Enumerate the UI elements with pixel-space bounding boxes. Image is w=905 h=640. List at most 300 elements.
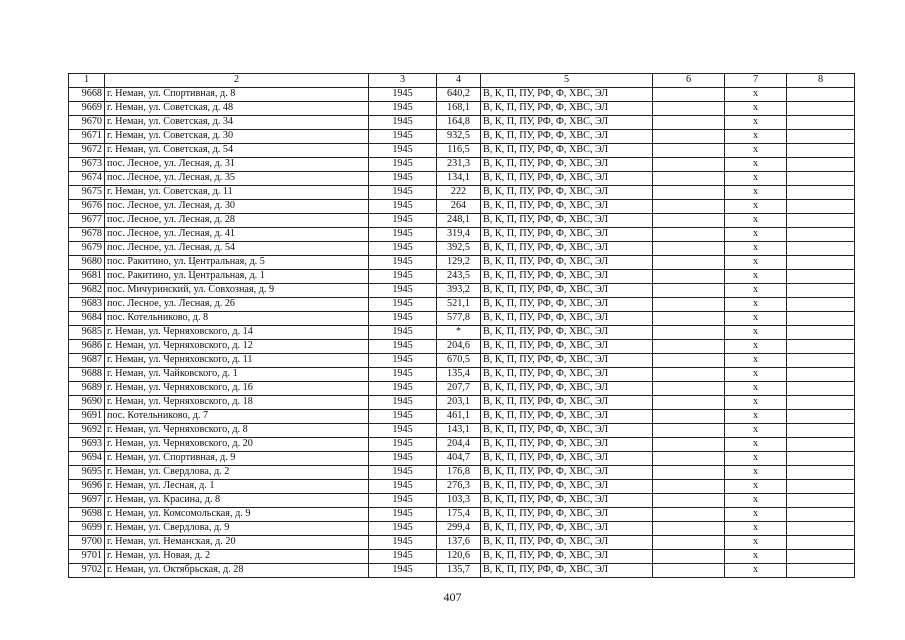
cell-year: 1945 bbox=[369, 550, 437, 564]
cell-column-6 bbox=[653, 354, 725, 368]
cell-column-7: х bbox=[725, 242, 787, 256]
cell-facilities: В, К, П, ПУ, РФ, Ф, ХВС, ЭЛ bbox=[481, 452, 653, 466]
cell-column-8 bbox=[787, 270, 855, 284]
cell-column-8 bbox=[787, 522, 855, 536]
cell-facilities: В, К, П, ПУ, РФ, Ф, ХВС, ЭЛ bbox=[481, 116, 653, 130]
table-row bbox=[69, 550, 855, 564]
cell-year: 1945 bbox=[369, 424, 437, 438]
cell-row-number: 9678 bbox=[69, 228, 105, 242]
cell-row-number: 9673 bbox=[69, 158, 105, 172]
cell-address: г. Неман, ул. Октябрьская, д. 28 bbox=[105, 564, 369, 578]
cell-column-8 bbox=[787, 144, 855, 158]
cell-column-8 bbox=[787, 410, 855, 424]
table-row bbox=[69, 130, 855, 144]
cell-column-7: х bbox=[725, 396, 787, 410]
cell-column-8 bbox=[787, 186, 855, 200]
cell-year: 1945 bbox=[369, 186, 437, 200]
cell-year: 1945 bbox=[369, 564, 437, 578]
table-row bbox=[69, 256, 855, 270]
cell-column-7: х bbox=[725, 284, 787, 298]
cell-address: г. Неман, ул. Советская, д. 11 bbox=[105, 186, 369, 200]
cell-column-6 bbox=[653, 144, 725, 158]
cell-facilities: В, К, П, ПУ, РФ, Ф, ХВС, ЭЛ bbox=[481, 186, 653, 200]
table-row bbox=[69, 172, 855, 186]
cell-area: 299,4 bbox=[437, 522, 481, 536]
cell-address: г. Неман, ул. Комсомольская, д. 9 bbox=[105, 508, 369, 522]
cell-facilities: В, К, П, ПУ, РФ, Ф, ХВС, ЭЛ bbox=[481, 284, 653, 298]
cell-address: пос. Ракитино, ул. Центральная, д. 5 bbox=[105, 256, 369, 270]
cell-year: 1945 bbox=[369, 368, 437, 382]
cell-column-6 bbox=[653, 158, 725, 172]
cell-column-7: х bbox=[725, 368, 787, 382]
cell-row-number: 9695 bbox=[69, 466, 105, 480]
table-row bbox=[69, 564, 855, 578]
column-header-7: 7 bbox=[725, 74, 787, 88]
cell-facilities: В, К, П, ПУ, РФ, Ф, ХВС, ЭЛ bbox=[481, 522, 653, 536]
cell-column-7: х bbox=[725, 270, 787, 284]
table-body bbox=[69, 88, 855, 578]
cell-facilities: В, К, П, ПУ, РФ, Ф, ХВС, ЭЛ bbox=[481, 424, 653, 438]
table-row bbox=[69, 312, 855, 326]
cell-column-6 bbox=[653, 480, 725, 494]
cell-facilities: В, К, П, ПУ, РФ, Ф, ХВС, ЭЛ bbox=[481, 396, 653, 410]
cell-column-7: х bbox=[725, 172, 787, 186]
cell-address: г. Неман, ул. Советская, д. 30 bbox=[105, 130, 369, 144]
cell-row-number: 9677 bbox=[69, 214, 105, 228]
cell-facilities: В, К, П, ПУ, РФ, Ф, ХВС, ЭЛ bbox=[481, 270, 653, 284]
cell-column-8 bbox=[787, 130, 855, 144]
cell-column-8 bbox=[787, 466, 855, 480]
cell-row-number: 9672 bbox=[69, 144, 105, 158]
cell-column-8 bbox=[787, 326, 855, 340]
cell-column-6 bbox=[653, 438, 725, 452]
table-row bbox=[69, 228, 855, 242]
cell-area: 243,5 bbox=[437, 270, 481, 284]
cell-column-8 bbox=[787, 200, 855, 214]
cell-row-number: 9686 bbox=[69, 340, 105, 354]
cell-column-7: х bbox=[725, 480, 787, 494]
table-row bbox=[69, 200, 855, 214]
cell-address: пос. Мичуринский, ул. Совхозная, д. 9 bbox=[105, 284, 369, 298]
cell-year: 1945 bbox=[369, 466, 437, 480]
cell-row-number: 9682 bbox=[69, 284, 105, 298]
table-row bbox=[69, 354, 855, 368]
cell-facilities: В, К, П, ПУ, РФ, Ф, ХВС, ЭЛ bbox=[481, 494, 653, 508]
cell-column-8 bbox=[787, 158, 855, 172]
table-row bbox=[69, 508, 855, 522]
cell-row-number: 9681 bbox=[69, 270, 105, 284]
cell-row-number: 9688 bbox=[69, 368, 105, 382]
cell-row-number: 9668 bbox=[69, 88, 105, 102]
cell-column-8 bbox=[787, 102, 855, 116]
table-row bbox=[69, 340, 855, 354]
cell-address: г. Неман, ул. Советская, д. 48 bbox=[105, 102, 369, 116]
cell-column-6 bbox=[653, 466, 725, 480]
cell-row-number: 9680 bbox=[69, 256, 105, 270]
table-row bbox=[69, 186, 855, 200]
cell-column-6 bbox=[653, 298, 725, 312]
table-row bbox=[69, 102, 855, 116]
cell-column-8 bbox=[787, 564, 855, 578]
table-row bbox=[69, 494, 855, 508]
cell-column-7: х bbox=[725, 438, 787, 452]
column-header-1: 1 bbox=[69, 74, 105, 88]
table-row bbox=[69, 396, 855, 410]
cell-column-8 bbox=[787, 424, 855, 438]
table-row bbox=[69, 368, 855, 382]
cell-address: г. Неман, ул. Черняховского, д. 8 bbox=[105, 424, 369, 438]
cell-area: 103,3 bbox=[437, 494, 481, 508]
cell-area: 203,1 bbox=[437, 396, 481, 410]
cell-column-8 bbox=[787, 354, 855, 368]
cell-area: 135,4 bbox=[437, 368, 481, 382]
cell-column-7: х bbox=[725, 410, 787, 424]
cell-column-6 bbox=[653, 200, 725, 214]
cell-column-7: х bbox=[725, 564, 787, 578]
table-row bbox=[69, 88, 855, 102]
cell-area: 120,6 bbox=[437, 550, 481, 564]
page-number: 407 bbox=[443, 590, 462, 604]
cell-column-7: х bbox=[725, 466, 787, 480]
cell-column-8 bbox=[787, 480, 855, 494]
cell-column-7: х bbox=[725, 424, 787, 438]
cell-facilities: В, К, П, ПУ, РФ, Ф, ХВС, ЭЛ bbox=[481, 88, 653, 102]
cell-address: г. Неман, ул. Лесная, д. 1 bbox=[105, 480, 369, 494]
cell-column-6 bbox=[653, 242, 725, 256]
cell-column-7: х bbox=[725, 340, 787, 354]
cell-address: пос. Лесное, ул. Лесная, д. 41 bbox=[105, 228, 369, 242]
cell-column-6 bbox=[653, 284, 725, 298]
cell-facilities: В, К, П, ПУ, РФ, Ф, ХВС, ЭЛ bbox=[481, 256, 653, 270]
cell-column-7: х bbox=[725, 326, 787, 340]
cell-column-6 bbox=[653, 382, 725, 396]
cell-address: пос. Лесное, ул. Лесная, д. 26 bbox=[105, 298, 369, 312]
cell-row-number: 9700 bbox=[69, 536, 105, 550]
cell-area: 137,6 bbox=[437, 536, 481, 550]
cell-row-number: 9671 bbox=[69, 130, 105, 144]
cell-year: 1945 bbox=[369, 102, 437, 116]
cell-row-number: 9697 bbox=[69, 494, 105, 508]
cell-area: 143,1 bbox=[437, 424, 481, 438]
cell-column-8 bbox=[787, 536, 855, 550]
cell-column-7: х bbox=[725, 522, 787, 536]
column-header-8: 8 bbox=[787, 74, 855, 88]
cell-row-number: 9683 bbox=[69, 298, 105, 312]
cell-address: пос. Лесное, ул. Лесная, д. 30 bbox=[105, 200, 369, 214]
cell-column-7: х bbox=[725, 214, 787, 228]
cell-column-6 bbox=[653, 186, 725, 200]
cell-area: 134,1 bbox=[437, 172, 481, 186]
table-row bbox=[69, 326, 855, 340]
cell-row-number: 9699 bbox=[69, 522, 105, 536]
cell-column-6 bbox=[653, 270, 725, 284]
table-row bbox=[69, 382, 855, 396]
cell-address: г. Неман, ул. Советская, д. 34 bbox=[105, 116, 369, 130]
cell-year: 1945 bbox=[369, 130, 437, 144]
cell-area: 231,3 bbox=[437, 158, 481, 172]
cell-area: 204,4 bbox=[437, 438, 481, 452]
cell-column-8 bbox=[787, 396, 855, 410]
cell-year: 1945 bbox=[369, 270, 437, 284]
cell-column-6 bbox=[653, 214, 725, 228]
cell-area: 264 bbox=[437, 200, 481, 214]
cell-row-number: 9698 bbox=[69, 508, 105, 522]
cell-area: 176,8 bbox=[437, 466, 481, 480]
cell-column-7: х bbox=[725, 494, 787, 508]
cell-address: г. Неман, ул. Чайковского, д. 1 bbox=[105, 368, 369, 382]
cell-year: 1945 bbox=[369, 242, 437, 256]
table-row bbox=[69, 298, 855, 312]
cell-facilities: В, К, П, ПУ, РФ, Ф, ХВС, ЭЛ bbox=[481, 242, 653, 256]
cell-area: 319,4 bbox=[437, 228, 481, 242]
cell-column-8 bbox=[787, 116, 855, 130]
cell-column-8 bbox=[787, 438, 855, 452]
cell-area: 135,7 bbox=[437, 564, 481, 578]
cell-area: 276,3 bbox=[437, 480, 481, 494]
cell-address: пос. Ракитино, ул. Центральная, д. 1 bbox=[105, 270, 369, 284]
cell-area: 204,6 bbox=[437, 340, 481, 354]
cell-area: 404,7 bbox=[437, 452, 481, 466]
cell-address: пос. Лесное, ул. Лесная, д. 28 bbox=[105, 214, 369, 228]
cell-column-8 bbox=[787, 452, 855, 466]
cell-year: 1945 bbox=[369, 158, 437, 172]
cell-column-8 bbox=[787, 88, 855, 102]
cell-column-7: х bbox=[725, 354, 787, 368]
cell-row-number: 9674 bbox=[69, 172, 105, 186]
cell-address: пос. Лесное, ул. Лесная, д. 35 bbox=[105, 172, 369, 186]
cell-column-7: х bbox=[725, 228, 787, 242]
cell-address: г. Неман, ул. Красина, д. 8 bbox=[105, 494, 369, 508]
table-row bbox=[69, 158, 855, 172]
cell-area: 175,4 bbox=[437, 508, 481, 522]
cell-column-6 bbox=[653, 522, 725, 536]
cell-column-8 bbox=[787, 494, 855, 508]
cell-column-7: х bbox=[725, 158, 787, 172]
cell-column-6 bbox=[653, 410, 725, 424]
cell-facilities: В, К, П, ПУ, РФ, Ф, ХВС, ЭЛ bbox=[481, 368, 653, 382]
cell-year: 1945 bbox=[369, 256, 437, 270]
cell-facilities: В, К, П, ПУ, РФ, Ф, ХВС, ЭЛ bbox=[481, 158, 653, 172]
cell-address: г. Неман, ул. Спортивная, д. 9 bbox=[105, 452, 369, 466]
cell-column-8 bbox=[787, 382, 855, 396]
cell-column-7: х bbox=[725, 312, 787, 326]
cell-column-8 bbox=[787, 214, 855, 228]
cell-area: * bbox=[437, 326, 481, 340]
cell-row-number: 9676 bbox=[69, 200, 105, 214]
cell-row-number: 9685 bbox=[69, 326, 105, 340]
cell-column-6 bbox=[653, 256, 725, 270]
column-header-5: 5 bbox=[481, 74, 653, 88]
table-row bbox=[69, 284, 855, 298]
cell-area: 222 bbox=[437, 186, 481, 200]
cell-area: 461,1 bbox=[437, 410, 481, 424]
cell-row-number: 9679 bbox=[69, 242, 105, 256]
cell-facilities: В, К, П, ПУ, РФ, Ф, ХВС, ЭЛ bbox=[481, 172, 653, 186]
column-header-3: 3 bbox=[369, 74, 437, 88]
cell-year: 1945 bbox=[369, 438, 437, 452]
cell-facilities: В, К, П, ПУ, РФ, Ф, ХВС, ЭЛ bbox=[481, 480, 653, 494]
cell-area: 392,5 bbox=[437, 242, 481, 256]
cell-facilities: В, К, П, ПУ, РФ, Ф, ХВС, ЭЛ bbox=[481, 326, 653, 340]
cell-column-6 bbox=[653, 102, 725, 116]
cell-area: 207,7 bbox=[437, 382, 481, 396]
cell-area: 640,2 bbox=[437, 88, 481, 102]
cell-address: г. Неман, ул. Черняховского, д. 18 bbox=[105, 396, 369, 410]
cell-year: 1945 bbox=[369, 494, 437, 508]
table-row bbox=[69, 452, 855, 466]
cell-column-7: х bbox=[725, 298, 787, 312]
cell-address: пос. Лесное, ул. Лесная, д. 31 bbox=[105, 158, 369, 172]
cell-column-6 bbox=[653, 340, 725, 354]
cell-year: 1945 bbox=[369, 452, 437, 466]
cell-year: 1945 bbox=[369, 214, 437, 228]
cell-facilities: В, К, П, ПУ, РФ, Ф, ХВС, ЭЛ bbox=[481, 228, 653, 242]
cell-address: пос. Котельниково, д. 7 bbox=[105, 410, 369, 424]
cell-row-number: 9690 bbox=[69, 396, 105, 410]
cell-column-7: х bbox=[725, 200, 787, 214]
cell-row-number: 9701 bbox=[69, 550, 105, 564]
cell-column-7: х bbox=[725, 382, 787, 396]
cell-facilities: В, К, П, ПУ, РФ, Ф, ХВС, ЭЛ bbox=[481, 312, 653, 326]
cell-area: 393,2 bbox=[437, 284, 481, 298]
cell-area: 129,2 bbox=[437, 256, 481, 270]
header-row bbox=[69, 74, 855, 88]
cell-address: г. Неман, ул. Советская, д. 54 bbox=[105, 144, 369, 158]
cell-column-8 bbox=[787, 368, 855, 382]
cell-facilities: В, К, П, ПУ, РФ, Ф, ХВС, ЭЛ bbox=[481, 144, 653, 158]
table-row bbox=[69, 116, 855, 130]
table-row bbox=[69, 242, 855, 256]
cell-area: 670,5 bbox=[437, 354, 481, 368]
cell-row-number: 9669 bbox=[69, 102, 105, 116]
table-row bbox=[69, 536, 855, 550]
cell-row-number: 9689 bbox=[69, 382, 105, 396]
cell-column-6 bbox=[653, 424, 725, 438]
cell-row-number: 9696 bbox=[69, 480, 105, 494]
cell-facilities: В, К, П, ПУ, РФ, Ф, ХВС, ЭЛ bbox=[481, 102, 653, 116]
table-row bbox=[69, 270, 855, 284]
cell-area: 932,5 bbox=[437, 130, 481, 144]
cell-column-7: х bbox=[725, 508, 787, 522]
cell-year: 1945 bbox=[369, 172, 437, 186]
cell-facilities: В, К, П, ПУ, РФ, Ф, ХВС, ЭЛ bbox=[481, 466, 653, 480]
cell-column-6 bbox=[653, 116, 725, 130]
cell-facilities: В, К, П, ПУ, РФ, Ф, ХВС, ЭЛ bbox=[481, 340, 653, 354]
table-row bbox=[69, 424, 855, 438]
cell-column-6 bbox=[653, 312, 725, 326]
cell-column-7: х bbox=[725, 116, 787, 130]
cell-year: 1945 bbox=[369, 340, 437, 354]
cell-facilities: В, К, П, ПУ, РФ, Ф, ХВС, ЭЛ bbox=[481, 564, 653, 578]
table-row bbox=[69, 438, 855, 452]
cell-area: 168,1 bbox=[437, 102, 481, 116]
cell-year: 1945 bbox=[369, 396, 437, 410]
cell-year: 1945 bbox=[369, 116, 437, 130]
cell-area: 248,1 bbox=[437, 214, 481, 228]
cell-row-number: 9692 bbox=[69, 424, 105, 438]
cell-facilities: В, К, П, ПУ, РФ, Ф, ХВС, ЭЛ bbox=[481, 354, 653, 368]
cell-row-number: 9687 bbox=[69, 354, 105, 368]
cell-row-number: 9675 bbox=[69, 186, 105, 200]
cell-column-6 bbox=[653, 368, 725, 382]
cell-year: 1945 bbox=[369, 88, 437, 102]
cell-row-number: 9670 bbox=[69, 116, 105, 130]
cell-address: г. Неман, ул. Спортивная, д. 8 bbox=[105, 88, 369, 102]
cell-year: 1945 bbox=[369, 508, 437, 522]
cell-year: 1945 bbox=[369, 298, 437, 312]
cell-year: 1945 bbox=[369, 522, 437, 536]
cell-row-number: 9684 bbox=[69, 312, 105, 326]
cell-year: 1945 bbox=[369, 312, 437, 326]
cell-year: 1945 bbox=[369, 480, 437, 494]
cell-address: г. Неман, ул. Черняховского, д. 20 bbox=[105, 438, 369, 452]
cell-facilities: В, К, П, ПУ, РФ, Ф, ХВС, ЭЛ bbox=[481, 536, 653, 550]
cell-year: 1945 bbox=[369, 144, 437, 158]
cell-column-6 bbox=[653, 172, 725, 186]
cell-column-8 bbox=[787, 508, 855, 522]
column-header-2: 2 bbox=[105, 74, 369, 88]
cell-column-6 bbox=[653, 550, 725, 564]
cell-column-6 bbox=[653, 494, 725, 508]
table-row bbox=[69, 480, 855, 494]
cell-year: 1945 bbox=[369, 536, 437, 550]
cell-facilities: В, К, П, ПУ, РФ, Ф, ХВС, ЭЛ bbox=[481, 130, 653, 144]
cell-address: г. Неман, ул. Черняховского, д. 14 bbox=[105, 326, 369, 340]
cell-column-8 bbox=[787, 284, 855, 298]
column-header-4: 4 bbox=[437, 74, 481, 88]
cell-address: г. Неман, ул. Черняховского, д. 11 bbox=[105, 354, 369, 368]
cell-area: 116,5 bbox=[437, 144, 481, 158]
cell-column-8 bbox=[787, 228, 855, 242]
cell-column-7: х bbox=[725, 186, 787, 200]
cell-year: 1945 bbox=[369, 410, 437, 424]
cell-row-number: 9694 bbox=[69, 452, 105, 466]
cell-address: г. Неман, ул. Новая, д. 2 bbox=[105, 550, 369, 564]
cell-column-6 bbox=[653, 228, 725, 242]
table-row bbox=[69, 522, 855, 536]
cell-column-6 bbox=[653, 508, 725, 522]
cell-area: 164,8 bbox=[437, 116, 481, 130]
cell-row-number: 9691 bbox=[69, 410, 105, 424]
cell-column-6 bbox=[653, 564, 725, 578]
cell-column-8 bbox=[787, 550, 855, 564]
cell-facilities: В, К, П, ПУ, РФ, Ф, ХВС, ЭЛ bbox=[481, 410, 653, 424]
cell-column-6 bbox=[653, 130, 725, 144]
cell-column-7: х bbox=[725, 130, 787, 144]
cell-address: г. Неман, ул. Свердлова, д. 9 bbox=[105, 522, 369, 536]
cell-facilities: В, К, П, ПУ, РФ, Ф, ХВС, ЭЛ bbox=[481, 214, 653, 228]
cell-address: пос. Котельниково, д. 8 bbox=[105, 312, 369, 326]
table-row bbox=[69, 144, 855, 158]
table-row bbox=[69, 466, 855, 480]
column-header-6: 6 bbox=[653, 74, 725, 88]
cell-column-6 bbox=[653, 536, 725, 550]
cell-facilities: В, К, П, ПУ, РФ, Ф, ХВС, ЭЛ bbox=[481, 200, 653, 214]
cell-column-6 bbox=[653, 326, 725, 340]
cell-column-7: х bbox=[725, 102, 787, 116]
cell-column-7: х bbox=[725, 452, 787, 466]
cell-column-8 bbox=[787, 298, 855, 312]
cell-column-8 bbox=[787, 242, 855, 256]
cell-row-number: 9693 bbox=[69, 438, 105, 452]
cell-year: 1945 bbox=[369, 228, 437, 242]
cell-column-8 bbox=[787, 312, 855, 326]
cell-year: 1945 bbox=[369, 200, 437, 214]
cell-address: г. Неман, ул. Черняховского, д. 12 bbox=[105, 340, 369, 354]
cell-address: г. Неман, ул. Свердлова, д. 2 bbox=[105, 466, 369, 480]
cell-year: 1945 bbox=[369, 284, 437, 298]
cell-year: 1945 bbox=[369, 354, 437, 368]
